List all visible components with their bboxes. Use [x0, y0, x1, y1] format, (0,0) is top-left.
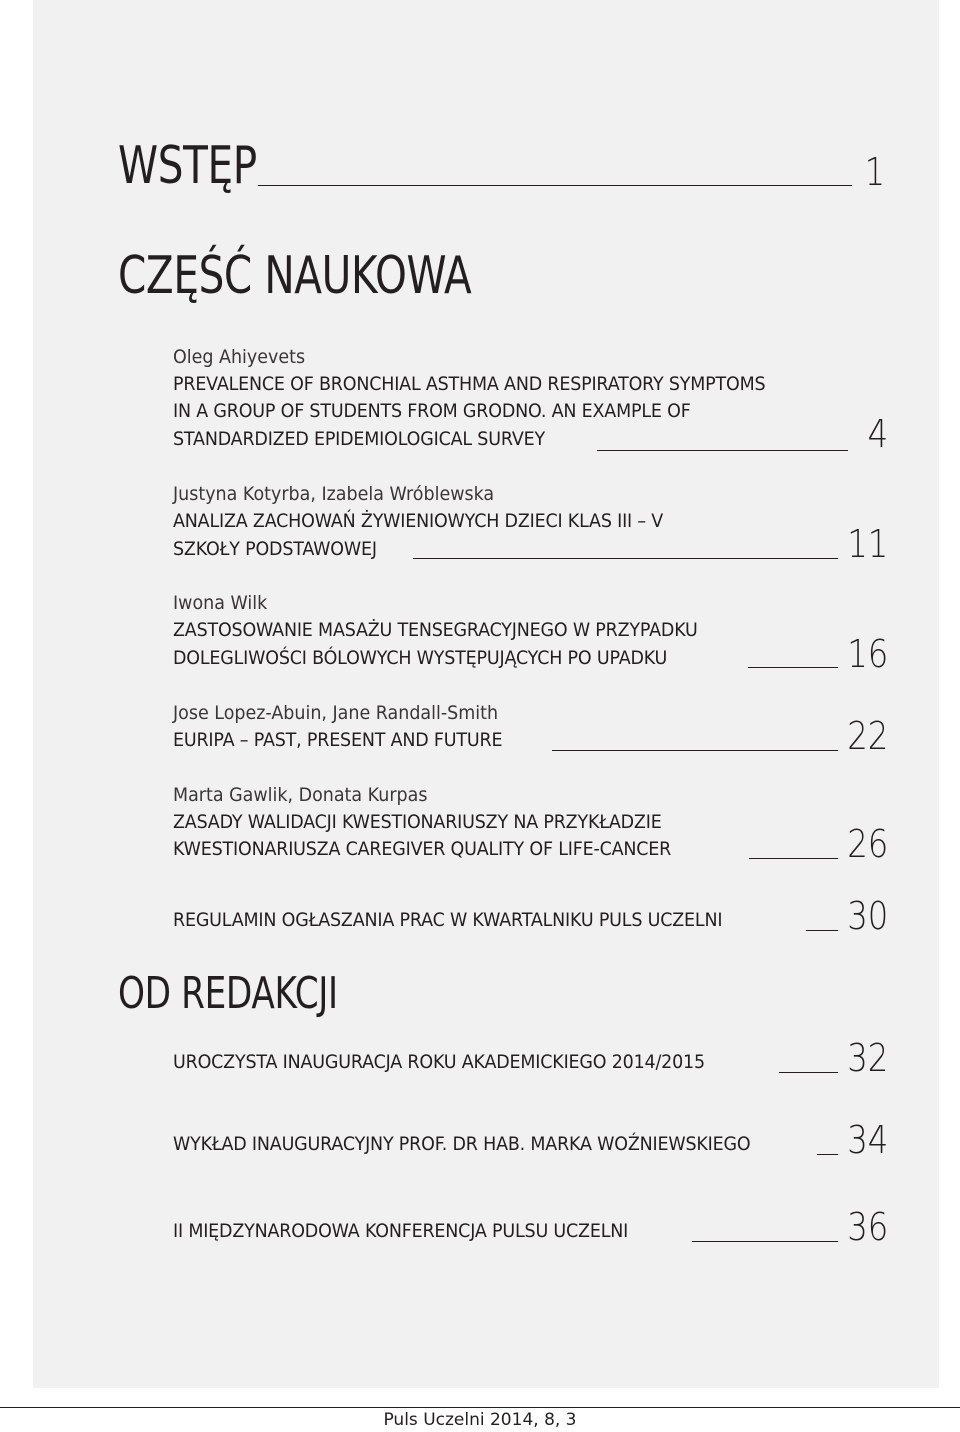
page-number: 4: [867, 412, 888, 456]
page-number: 22: [846, 714, 888, 758]
entry-title-line: IN A GROUP OF STUDENTS FROM GRODNO. AN EXAMPLE OF: [173, 400, 691, 422]
document-page: [33, 0, 939, 1388]
entry-title-line: ZASADY WALIDACJI KWESTIONARIUSZY NA PRZYKŁADZIE: [173, 811, 662, 833]
leader-line: [806, 930, 838, 931]
footer-rule: [0, 1407, 960, 1408]
entry-author: Oleg Ahiyevets: [173, 346, 306, 368]
entry-author: Jose Lopez-Abuin, Jane Randall-Smith: [173, 702, 499, 724]
entry-title-line: PREVALENCE OF BRONCHIAL ASTHMA AND RESPIRATORY SYMPTOMS: [173, 373, 766, 395]
section-heading-czesc-naukowa: CZĘŚĆ NAUKOWA: [118, 246, 472, 306]
section-heading-wstep: WSTĘP: [118, 136, 257, 196]
entry-author: Justyna Kotyrba, Izabela Wróblewska: [173, 483, 495, 505]
entry-title-line: WYKŁAD INAUGURACYJNY PROF. DR HAB. MARKA WOŹNIEWSKIEGO: [173, 1133, 751, 1155]
leader-line: [552, 750, 838, 751]
entry-title-line: REGULAMIN OGŁASZANIA PRAC W KWARTALNIKU PULS UCZELNI: [173, 909, 723, 931]
page-number: 34: [846, 1118, 888, 1162]
page-number: 36: [846, 1205, 888, 1249]
entry-title-line: DOLEGLIWOŚCI BÓLOWYCH WYSTĘPUJĄCYCH PO UPADKU: [173, 647, 668, 669]
leader-line: [413, 558, 838, 559]
leader-line: [749, 858, 838, 859]
page-number: 32: [846, 1036, 888, 1080]
entry-author: Iwona Wilk: [173, 592, 268, 614]
section-heading-od-redakcji: OD REDAKCJI: [118, 968, 338, 1019]
entry-title-line: ZASTOSOWANIE MASAŻU TENSEGRACYJNEGO W PRZYPADKU: [173, 619, 698, 641]
entry-title-line: KWESTIONARIUSZA CAREGIVER QUALITY OF LIFE-CANCER: [173, 838, 672, 860]
page-number: 26: [846, 822, 888, 866]
entry-title-line: STANDARDIZED EPIDEMIOLOGICAL SURVEY: [173, 428, 545, 450]
leader-line: [258, 185, 852, 186]
entry-title-line: ANALIZA ZACHOWAŃ ŻYWIENIOWYCH DZIECI KLAS III – V: [173, 510, 664, 532]
entry-title-line: II MIĘDZYNARODOWA KONFERENCJA PULSU UCZELNI: [173, 1220, 629, 1242]
entry-title-line: UROCZYSTA INAUGURACJA ROKU AKADEMICKIEGO 2014/2015: [173, 1051, 705, 1073]
entry-title-line: EURIPA – PAST, PRESENT AND FUTURE: [173, 729, 503, 751]
entry-title-line: SZKOŁY PODSTAWOWEJ: [173, 538, 377, 560]
leader-line: [817, 1154, 838, 1155]
page-number: 30: [846, 894, 888, 938]
page-number: 16: [846, 632, 888, 676]
page-footer: Puls Uczelni 2014, 8, 3: [383, 1410, 577, 1430]
leader-line: [748, 667, 838, 668]
leader-line: [597, 450, 848, 451]
page-number: 1: [864, 150, 885, 194]
entry-author: Marta Gawlik, Donata Kurpas: [173, 784, 428, 806]
page-number: 11: [846, 522, 888, 566]
leader-line: [779, 1072, 838, 1073]
leader-line: [692, 1241, 838, 1242]
